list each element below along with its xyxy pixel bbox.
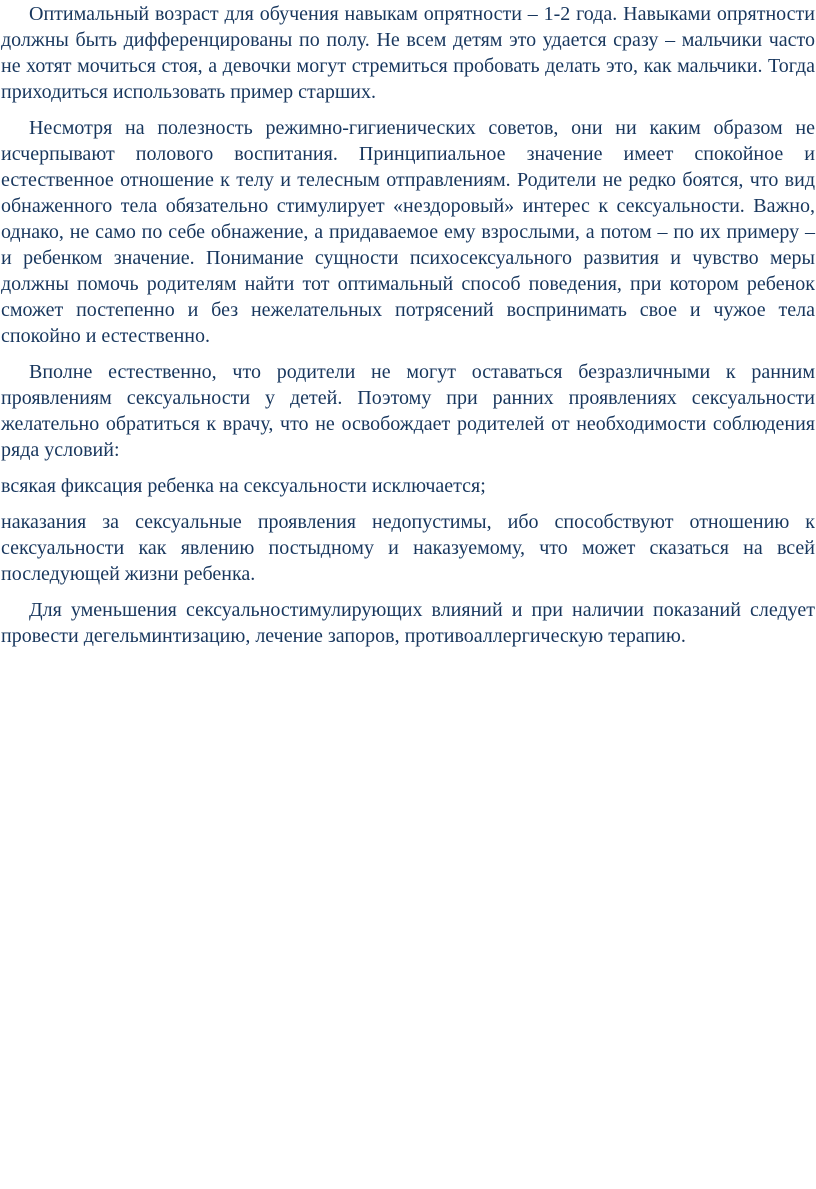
paragraph-toilet-training: Оптимальный возраст для обучения навыкам опрятности – 1-2 года. Навыками опрятности должны быть дифференцированы по полу. Не всем детям это удается сразу – мальчики часто не хотят мочиться стоя, а девочки могут стремиться пробовать делать это, как мальчики. Тогда приходиться использовать пример старших. <box>1 3 815 103</box>
paragraph-sex-education: Несмотря на полезность режимно-гигиенических советов, они ни каким образом не исчерпывают полового воспитания. Принципиальное значение имеет спокойное и естественное отношение к телу и телесным отправлениям. Родители не редко боятся, что вид обнаженного тела обязательно стимулирует «нездоровый» интерес к сексуальности. Важно, однако, не само по себе обнажение, а придаваемое ему взрослыми, а потом – по их примеру – и ребенком значение. Понимание сущности психосексуального развития и чувство меры должны помочь родителям найти тот оптимальный способ поведения, при котором ребенок сможет постепенно и без нежелательных потрясений воспринимать свое и чужое тела спокойно и естественно. <box>1 117 815 347</box>
paragraph-early-manifestations: Вполне естественно, что родители не могут оставаться безразличными к ранним проявлениям сексуальности у детей. Поэтому при ранних проявлениях сексуальности желательно обратиться к врачу, что не освобождает родителей от необходимости соблюдения ряда условий: <box>1 361 815 461</box>
paragraph-treatment: Для уменьшения сексуальностимулирующих влияний и при наличии показаний следует провести дегельминтизацию, лечение запоров, противоаллергическую терапию. <box>1 599 815 647</box>
list-item-punishment: наказания за сексуальные проявления недопустимы, ибо способствуют отношению к сексуальности как явлению постыдному и наказуемому, что может сказаться на всей последующей жизни ребенка. <box>1 511 815 585</box>
list-item-fixation: всякая фиксация ребенка на сексуальности исключается; <box>1 475 486 497</box>
